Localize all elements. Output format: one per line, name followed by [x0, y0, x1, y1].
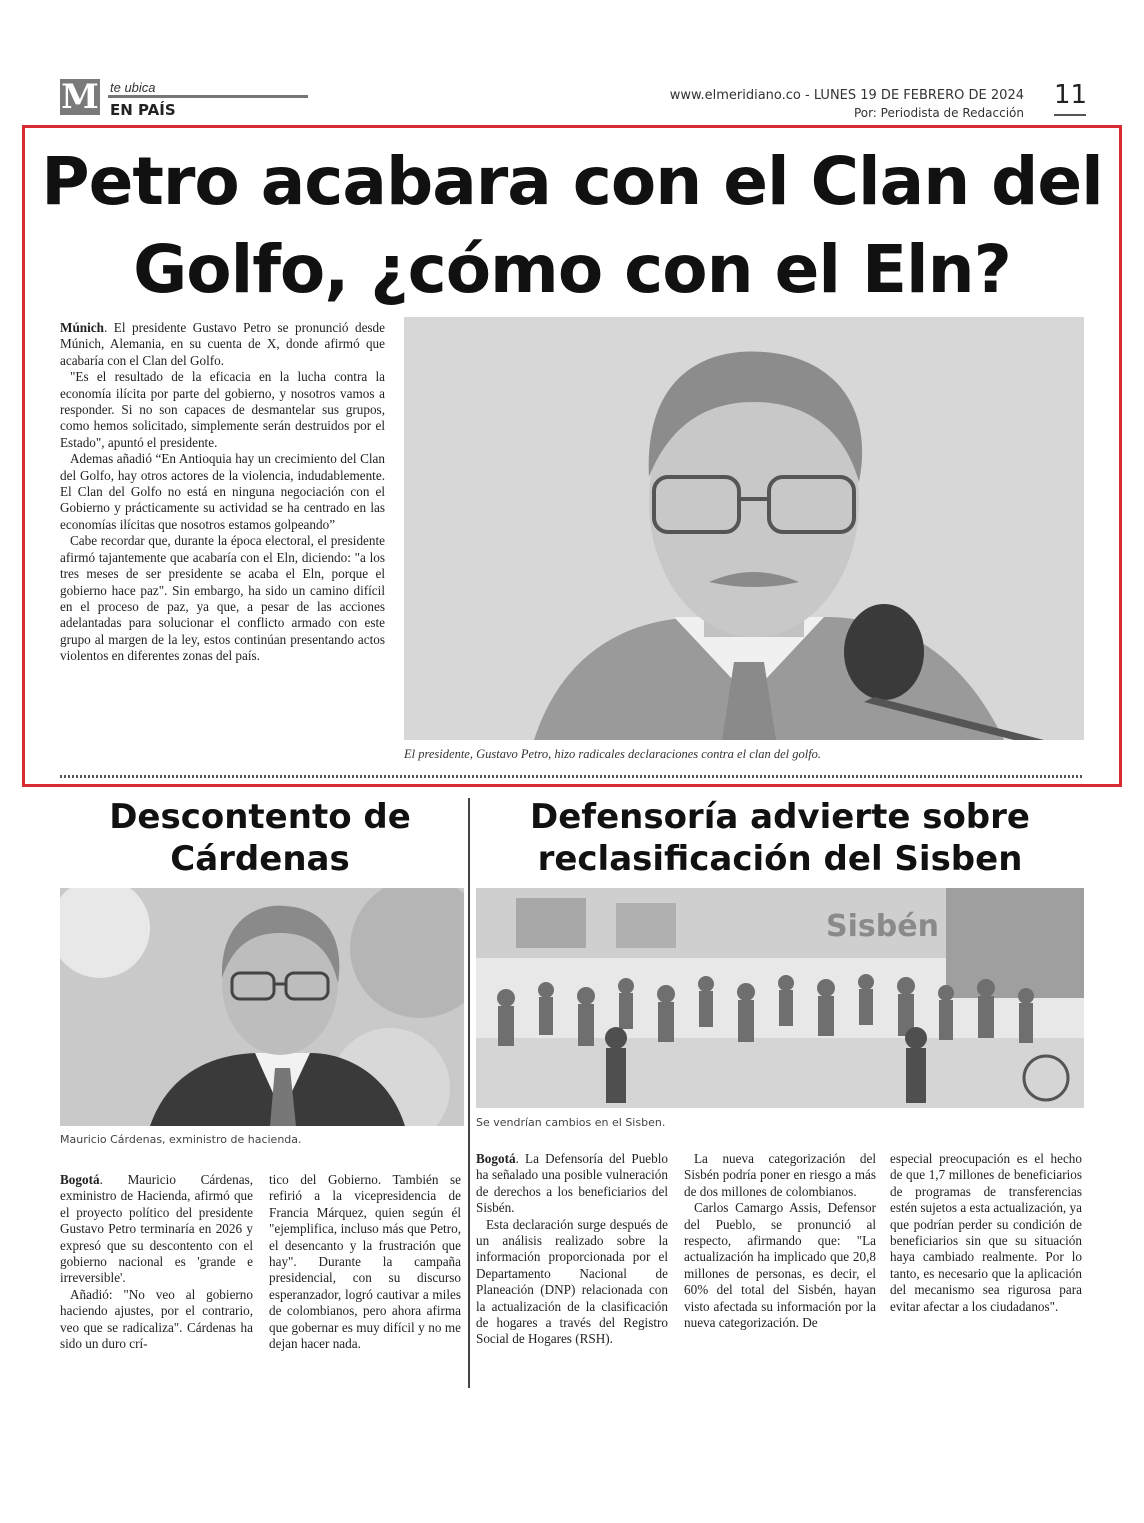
sisben-paragraph-2: Esta declaración surge después de un análisis realizado sobre la información proporcionada por el Departamento Nacional de Planeación (DNP) relacionada con la actualización de la clasificación de hogares a través del Registro Social de Hogares (RSH). [476, 1216, 668, 1347]
main-paragraph-4: Cabe recordar que, durante la época electoral, el presidente afirmó tajantemente que acabaría con el Eln, diciendo: "a los tres meses de ser presidente se acaba el Eln, porque el gobierno hace paz". Sin embargo, ha sido un camino difícil en el proceso de paz, ya que, a pesar de las acciones adelantadas para solucionar el conflicto armado con este grupo al margen de la ley, estos continúan presentando actos violentos en diferentes zonas del país. [60, 533, 385, 664]
main-paragraph-1: Múnich. El presidente Gustavo Petro se pronunció desde Múnich, Alemania, en su cuenta de X, donde afirmó que acabaría con el Clan del Golfo. [60, 320, 385, 368]
sisben-column-3 [890, 1151, 1082, 1315]
petro-photo [404, 317, 1084, 740]
cardenas-paragraph-2: Añadió: "No veo al gobierno haciendo ajustes, por el contrario, veo que se radicaliza". Cárdenas ha sido un duro crí- [60, 1286, 253, 1352]
section-name: EN PAÍS [110, 101, 176, 119]
page-byline: Por: Periodista de Redacción [853, 106, 1024, 120]
sisben-crowd-illustration [476, 888, 1084, 1108]
sisben-photo-caption: Se vendrían cambios en el Sisben. [476, 1116, 666, 1129]
petro-portrait-illustration [404, 317, 1084, 740]
main-article-body [60, 320, 385, 665]
sisben-dateline-place: Bogotá [476, 1151, 516, 1166]
cardenas-column-2 [269, 1172, 461, 1352]
column-divider [468, 798, 470, 1388]
main-paragraph-3: Ademas añadió “En Antioquia hay un crecimiento del Clan del Golfo, hay otros actores de la violencia, indudablemente. El Clan del Golfo no está en ninguna negociación con el Gobierno y prácticamente su actividad se ha centrado en las economías ilícitas que nosotros estamos golpeando” [60, 451, 385, 532]
cardenas-column-1 [60, 1172, 253, 1352]
cardenas-portrait-illustration [60, 888, 464, 1126]
main-headline: Petro acabara con el Clan del Golfo, ¿cómo con el Eln? [41, 143, 1103, 308]
sisben-paragraph-1: Bogotá. La Defensoría del Pueblo ha señalado una posible vulneración de derechos a los beneficiarios del Sisbén. [476, 1151, 668, 1216]
cardenas-headline: Descontento de Cárdenas [109, 797, 411, 879]
main-paragraph-2: "Es el resultado de la eficacia en la lucha contra la economía ilícita por parte del gobierno, y nosotros vamos a responder. Si no son capaces de desmantelar sus grupos, como hemos solicitado, simplemente serán destruidos por el Estado", apuntó el presidente. [60, 369, 385, 450]
sisben-crowd-photo [476, 888, 1084, 1108]
sisben-headline: Defensoría advierte sobre reclasificación del Sisben [530, 797, 1030, 879]
cardenas-paragraph-3: tico del Gobierno. También se refirió a la vicepresidencia de Francia Márquez, quien según él "ejemplifica, incluso más que Petro, el desencanto y la frustración que hay". Durante la campaña presidencial, con su discurso esperanzador, logró cautivar a miles de colombianos, pero ahora afirma que gobernar es muy difícil y no me dejan hacer nada. [269, 1172, 461, 1352]
sisben-paragraph-5: especial preocupación es el hecho de que 1,7 millones de beneficiarios de programas de transferencias estén sujetos a esta actualización, ya que podrían perder su condición de beneficiarios sin que su situación haya cambiado realmente. Por lo tanto, es necesario que la aplicación del mecanismo sea rigurosa para evitar afectar a los ciudadanos". [890, 1151, 1082, 1314]
page-number: 11 [1054, 80, 1088, 110]
cardenas-paragraph-1: Bogotá. Mauricio Cárdenas, exministro de Hacienda, afirmó que el proyecto político del presidente Gustavo Petro terminaría en 2026 y expresó que su descontento con el gobierno nacional es 'grande e irreversible'. [60, 1172, 253, 1286]
sisben-column-2 [684, 1151, 876, 1331]
page-dateline: www.elmeridiano.co - LUNES 19 DE FEBRERO DE 2024 [669, 88, 1024, 103]
dotted-divider [60, 775, 1084, 778]
page-number-rule [1054, 114, 1086, 116]
main-dateline-place: Múnich [60, 320, 104, 335]
section-rule [108, 95, 308, 98]
newspaper-logo: M [61, 77, 99, 117]
sisben-sign: Sisbén [826, 909, 939, 944]
sisben-column-1 [476, 1151, 668, 1348]
sisben-paragraph-4: Carlos Camargo Assis, Defensor del Pueblo, se pronunció al respecto, afirmando que: "La actualización ha implicado que 20,8 millones de personas, es decir, el 60% del total del Sisbén, hayan visto afectada su información por la nueva categorización. De [684, 1200, 876, 1331]
main-photo-caption: El presidente, Gustavo Petro, hizo radicales declaraciones contra el clan del golfo. [404, 747, 822, 761]
cardenas-photo-caption: Mauricio Cárdenas, exministro de hacienda. [60, 1133, 302, 1146]
sisben-paragraph-3: La nueva categorización del Sisbén podría poner en riesgo a más de dos millones de colombianos. [684, 1151, 876, 1199]
cardenas-dateline-place: Bogotá [60, 1172, 100, 1187]
cardenas-photo [60, 888, 464, 1126]
section-kicker: te ubica [110, 80, 156, 95]
